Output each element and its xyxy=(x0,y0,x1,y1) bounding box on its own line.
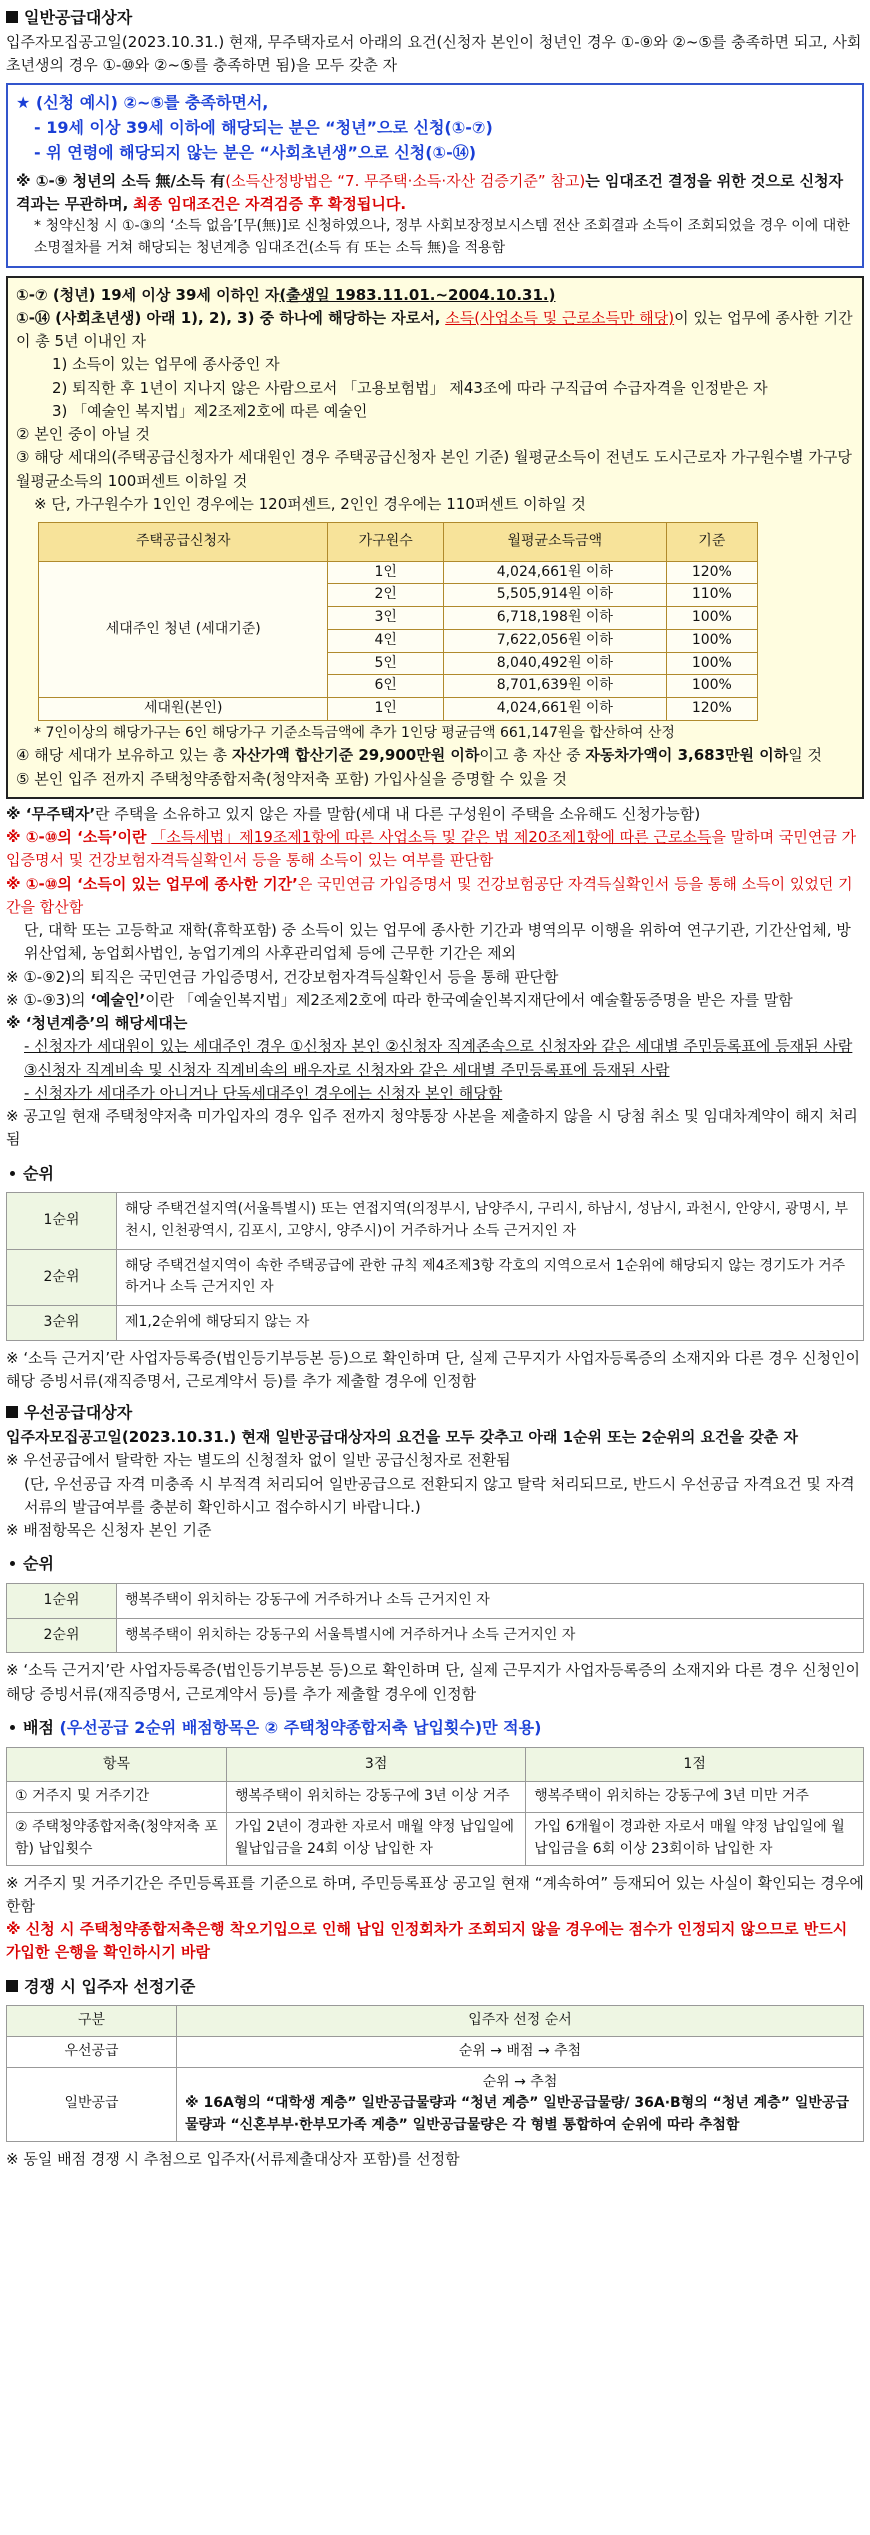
income-footnote: * 7인이상의 해당가구는 6인 해당가구 기준소득금액에 추가 1인당 평균금액 661,147원을 합산하여 산정 xyxy=(34,724,675,741)
score-th-1pt: 1점 xyxy=(526,1747,864,1782)
note-homeless-b: 란 주택을 소유하고 있지 않은 자를 말함(세대 내 다른 구성원이 주택을 소유해도 신청가능함) xyxy=(95,804,701,823)
note-youth-household-1: - 신청자가 세대원이 있는 세대주인 경우 ①신청자 본인 ②신청자 직계존속으로 신청자와 같은 세대별 주민등록표에 등재된 사람 ③신청자 직계비속 및 신청자 직계비속의 배우자로 신청자와 같은 세대별 주민등록표에 등재된 사람 xyxy=(24,1037,853,1079)
note-period xyxy=(6,873,864,920)
rank1-title-text: 순위 xyxy=(23,1163,54,1183)
bullet-dot-icon xyxy=(10,1725,15,1730)
req-newcomer-a: ①-⑭ (사회초년생) 아래 1), 2), 3) 중 하나에 해당하는 자로서, xyxy=(16,308,441,327)
selection-note: ※ 동일 배점 경쟁 시 추첨으로 입주자(서류제출대상자 포함)를 선정함 xyxy=(6,2149,460,2168)
note-homeless xyxy=(6,803,864,826)
income-th-standard: 기준 xyxy=(666,523,757,562)
sel-order-general-main: 순위 → 추첨 xyxy=(482,2073,558,2090)
note-period-b: 은 국민연금 가입증명서 및 건강보험공단 자격득실확인서 등을 통해 소득이 있었던 기간을 합산함 xyxy=(6,874,853,916)
table-row xyxy=(7,2006,864,2037)
income-th-applicant: 주택공급신청자 xyxy=(39,523,328,562)
table-row xyxy=(7,2036,864,2067)
rank2-title xyxy=(6,1552,864,1577)
income-cell: 100% xyxy=(666,607,757,630)
priority-note-1: ※ 우선공급에서 탈락한 자는 별도의 신청절차 없이 일반 공급신청자로 전환됨 xyxy=(6,1451,511,1470)
requirements-box xyxy=(6,276,864,799)
rank1-desc-2: 해당 주택건설지역이 속한 주택공급에 관한 규칙 제4조제3항 각호의 지역으로서 1순위에 해당되지 않는 경기도가 거주하거나 소득 근거지인 자 xyxy=(117,1249,864,1305)
income-cell: 1인 xyxy=(328,697,444,720)
table-row xyxy=(7,1782,864,1813)
note-artist-c: 이란 「예술인복지법」제2조제2호에 따라 한국예술인복지재단에서 예술활동증명을 받은 자를 말함 xyxy=(145,990,793,1009)
example-line-3: - 위 연령에 해당되지 않는 분은 “사회초년생”으로 신청(①-⑭) xyxy=(34,142,477,162)
note-period-a: ※ ①-⑩의 ‘소득이 있는 업무에 종사한 기간’ xyxy=(6,874,298,893)
score-note-1: ※ 거주지 및 거주기간은 주민등록표를 기준으로 하며, 주민등록표상 공고일 현재 “계속하여” 등재되어 있는 사실이 확인되는 경우에 한함 xyxy=(6,1873,864,1915)
income-th-household: 가구원수 xyxy=(328,523,444,562)
income-cell: 8,040,492원 이하 xyxy=(444,652,667,675)
sel-label-priority: 우선공급 xyxy=(7,2036,177,2067)
score-th-3pt: 3점 xyxy=(227,1747,526,1782)
income-group-member: 세대원(본인) xyxy=(39,697,328,720)
req-sub-1: 1) 소득이 있는 업무에 종사중인 자 xyxy=(52,355,280,374)
sel-th-category: 구분 xyxy=(7,2006,177,2037)
priority-note-3: ※ 배점항목은 신청자 본인 기준 xyxy=(6,1521,212,1540)
example-note-d: 최종 임대조건은 자격검증 후 확정됩니다. xyxy=(133,194,407,213)
req-3-note: ※ 단, 가구원수가 1인인 경우에는 120퍼센트, 2인인 경우에는 110퍼센트 이하일 것 xyxy=(34,494,586,513)
income-cell: 100% xyxy=(666,675,757,698)
score-item-1: ① 거주지 및 거주기간 xyxy=(7,1782,227,1813)
req-newcomer-b: 소득(사업소득 및 근로소득만 해당) xyxy=(445,308,675,327)
score-3pt-2: 가입 2년이 경과한 자로서 매월 약정 납입일에 월납입금을 24회 이상 납입한 자 xyxy=(227,1813,526,1865)
income-cell: 1인 xyxy=(328,561,444,584)
note-income-a: ※ ①-⑩의 ‘소득’이란 xyxy=(6,828,147,846)
rank2-desc-1: 행복주택이 위치하는 강동구에 거주하거나 소득 근거지인 자 xyxy=(117,1584,864,1619)
table-row xyxy=(7,1306,864,1341)
rank1-label-1: 1순위 xyxy=(7,1193,117,1249)
income-cell: 110% xyxy=(666,584,757,607)
bullet-dot-icon xyxy=(10,1171,15,1176)
income-th-income: 월평균소득금액 xyxy=(444,523,667,562)
income-table xyxy=(38,522,758,721)
note-income-c: 을 말하며 국민연금 가입증명서 및 건강보험자격득실확인서 등을 통해 소득이 있는 여부를 판단함 xyxy=(6,828,857,870)
req-5: ⑤ 본인 입주 전까지 주택청약종합저축(청약저축 포함) 가입사실을 증명할 수 있을 것 xyxy=(16,769,568,788)
table-row xyxy=(7,1747,864,1782)
note-subscription: ※ 공고일 현재 주택청약저축 미가입자의 경우 입주 전까지 청약통장 사본을 제출하지 않을 시 당첨 취소 및 임대차계약이 해지 처리됨 xyxy=(6,1107,858,1149)
income-cell: 5인 xyxy=(328,652,444,675)
rank2-label-2: 2순위 xyxy=(7,1618,117,1653)
req-4-d: 자동차가액이 3,683만원 이하 xyxy=(585,746,789,765)
req-4-b: 자산가액 합산기준 29,900만원 이하 xyxy=(231,746,480,765)
req-4-e: 일 것 xyxy=(788,746,822,765)
income-cell: 8,701,639원 이하 xyxy=(444,675,667,698)
rank1-desc-3: 제1,2순위에 해당되지 않는 자 xyxy=(117,1306,864,1341)
score-1pt-1: 행복주택이 위치하는 강동구에 3년 미만 거주 xyxy=(526,1782,864,1813)
note-retire: ※ ①-⑨2)의 퇴직은 국민연금 가입증명서, 건강보험자격득실확인서 등을 통해 판단함 xyxy=(6,967,559,986)
rank2-desc-2: 행복주택이 위치하는 강동구외 서울특별시에 거주하거나 소득 근거지인 자 xyxy=(117,1618,864,1653)
income-cell: 4인 xyxy=(328,629,444,652)
sel-th-order: 입주자 선정 순서 xyxy=(177,2006,864,2037)
example-note-c: 는 임대조건 결정을 위한 것으로 신청자격과는 무관하며, xyxy=(16,171,844,213)
score-table xyxy=(6,1747,864,1866)
score-th-item: 항목 xyxy=(7,1747,227,1782)
score-note-2: ※ 신청 시 주택청약종합저축은행 착오기입으로 인해 납입 인정회차가 조회되지 않을 경우에는 점수가 인정되지 않으므로 반드시 가입한 은행을 확인하시기 바람 xyxy=(6,1920,848,1962)
income-cell: 6,718,198원 이하 xyxy=(444,607,667,630)
example-note-b: (소득산정방법은 “7. 무주택·소득·자산 검증기준” 참고) xyxy=(225,171,586,190)
table-row xyxy=(39,561,758,584)
req-4-c: 이고 총 자산 중 xyxy=(479,746,581,765)
example-note xyxy=(16,170,854,217)
note-income xyxy=(6,826,864,873)
section-title-priority xyxy=(6,1401,864,1426)
priority-note-2: (단, 우선공급 자격 미충족 시 부적격 처리되어 일반공급으로 전환되지 않고 탈락 처리되므로, 반드시 우선공급 자격요건 및 자격서류의 발급여부를 충분히 확인하시고 접수하시기 바랍니다.) xyxy=(24,1474,855,1516)
score-title xyxy=(6,1716,864,1741)
rank2-note: ※ ‘소득 근거지’란 사업자등록증(법인등기부등본 등)으로 확인하며 단, 실제 근무지가 사업자등록증의 소재지와 다른 경우 신청인이 해당 증빙서류(재직증명서, 근로계약서 등)를 추가 제출할 경우에 인정함 xyxy=(6,1661,861,1703)
income-cell: 7,622,056원 이하 xyxy=(444,629,667,652)
sel-order-priority: 순위 → 배점 → 추첨 xyxy=(177,2036,864,2067)
score-1pt-2: 가입 6개월이 경과한 자로서 매월 약정 납입일에 월납입금을 6회 이상 23회이하 납입한 자 xyxy=(526,1813,864,1865)
score-3pt-1: 행복주택이 위치하는 강동구에 3년 이상 거주 xyxy=(227,1782,526,1813)
example-line-1: ★ (신청 예시) ②~⑤를 충족하면서, xyxy=(16,93,269,113)
square-bullet-icon xyxy=(6,1406,18,1418)
table-row xyxy=(39,697,758,720)
score-item-2: ② 주택청약종합저축(청약저축 포함) 납입횟수 xyxy=(7,1813,227,1865)
example-line-2: - 19세 이상 39세 이하에 해당되는 분은 “청년”으로 신청(①-⑦) xyxy=(34,118,493,138)
rank1-label-3: 3순위 xyxy=(7,1306,117,1341)
bullet-dot-icon xyxy=(10,1561,15,1566)
req-youth-a: ①-⑦ (청년) 19세 이상 39세 이하인 자 xyxy=(16,285,280,304)
income-cell: 100% xyxy=(666,652,757,675)
income-group-head: 세대주인 청년 (세대기준) xyxy=(39,561,328,697)
sel-order-general-note: ※ 16A형의 “대학생 계층” 일반공급물량과 “청년 계층” 일반공급물량/ 36A·B형의 “청년 계층” 일반공급물량과 “신혼부부·한부모가족 계층” 일반공급물량은 각 형별 통합하여 순위에 따라 추첨함 xyxy=(185,2095,849,2134)
table-row xyxy=(7,2067,864,2141)
rank2-title-text: 순위 xyxy=(23,1554,54,1574)
section-title-text: 일반공급대상자 xyxy=(24,8,133,27)
req-2: ② 본인 중이 아닐 것 xyxy=(16,425,150,444)
note-artist-b: ‘예술인’ xyxy=(90,990,146,1009)
sel-order-general xyxy=(177,2067,864,2141)
income-cell: 4,024,661원 이하 xyxy=(444,697,667,720)
rank1-label-2: 2순위 xyxy=(7,1249,117,1305)
example-note-a: ※ ①-⑨ 청년의 소득 無/소득 有 xyxy=(16,171,226,190)
section-title-text: 경쟁 시 입주자 선정기준 xyxy=(24,1976,196,1996)
req-3: ③ 해당 세대의(주택공급신청자가 세대원인 경우 주택공급신청자 본인 기준) 월평균소득이 전년도 도시근로자 가구원수별 가구당 월평균소득의 100퍼센트 이하일 것 xyxy=(16,448,852,490)
income-cell: 120% xyxy=(666,561,757,584)
selection-table xyxy=(6,2005,864,2141)
income-cell: 3인 xyxy=(328,607,444,630)
section-title-selection xyxy=(6,1975,864,2000)
req-newcomer-c: 이 있는 업무에 종사한 기간이 총 5년 이내인 자 xyxy=(16,308,853,351)
square-bullet-icon xyxy=(6,11,18,23)
table-row xyxy=(7,1813,864,1865)
square-bullet-icon xyxy=(6,1980,18,1992)
note-artist-a: ※ ①-⑨3)의 xyxy=(6,990,86,1009)
income-cell: 100% xyxy=(666,629,757,652)
req-sub-3: 3) 「예술인 복지법」제2조제2호에 따른 예술인 xyxy=(52,401,368,420)
req-youth-b: (출생일 1983.11.01.~2004.10.31.) xyxy=(279,285,556,304)
rank2-table xyxy=(6,1583,864,1653)
req-sub-2: 2) 퇴직한 후 1년이 지나지 않은 사람으로서 「고용보험법」 제43조에 따라 구직급여 수급자격을 인정받은 자 xyxy=(52,378,768,397)
req-4 xyxy=(16,744,854,767)
note-homeless-a: ※ ‘무주택자’ xyxy=(6,804,96,823)
score-title-text: 배점 xyxy=(23,1717,54,1737)
income-cell: 120% xyxy=(666,697,757,720)
rank1-title xyxy=(6,1162,864,1187)
score-subtitle: (우선공급 2순위 배점항목은 ② 주택청약종합저축 납입횟수)만 적용) xyxy=(59,1717,542,1737)
income-cell: 4,024,661원 이하 xyxy=(444,561,667,584)
note-youth-household: ※ ‘청년계층’의 해당세대는 xyxy=(6,1014,188,1032)
req-youth xyxy=(16,284,854,307)
rank2-label-1: 1순위 xyxy=(7,1584,117,1619)
income-cell: 2인 xyxy=(328,584,444,607)
rank1-note: ※ ‘소득 근거지’란 사업자등록증(법인등기부등본 등)으로 확인하며 단, 실제 근무지가 사업자등록증의 소재지와 다른 경우 신청인이 해당 증빙서류(재직증명서, 근로계약서 등)를 추가 제출할 경우에 인정함 xyxy=(6,1348,861,1390)
table-row xyxy=(7,1584,864,1619)
table-row xyxy=(7,1249,864,1305)
note-artist xyxy=(6,989,864,1012)
section-title-text: 우선공급대상자 xyxy=(24,1403,133,1423)
req-4-a: ④ 해당 세대가 보유하고 있는 총 xyxy=(16,746,228,765)
rank1-table xyxy=(6,1192,864,1340)
general-intro: 입주자모집공고일(2023.10.31.) 현재, 무주택자로서 아래의 요건(신청자 본인이 청년인 경우 ①-⑨와 ②~⑤를 충족하면 되고, 사회초년생의 경우 ①-⑩와 ②~⑤를 충족하면 됨)을 모두 갖춘 자 xyxy=(6,32,862,75)
example-box xyxy=(6,83,864,267)
example-footnote: * 청약신청 시 ①-③의 ‘소득 없음’[무(無)]로 신청하였으나, 정부 사회보장정보시스템 전산 조회결과 소득이 조회되었을 경우 이에 대한 소명절차를 거쳐 해당되는 청년계층 임대조건(소득 有 또는 소득 無)을 적용함 xyxy=(34,218,850,256)
req-newcomer xyxy=(16,307,854,354)
section-title-general xyxy=(6,6,864,31)
rank1-desc-1: 해당 주택건설지역(서울특별시) 또는 연접지역(의정부시, 남양주시, 구리시, 하남시, 성남시, 과천시, 안양시, 광명시, 부천시, 인천광역시, 김포시, 고양시, 양주시)이 거주하거나 소득 근거지인 자 xyxy=(117,1193,864,1249)
income-cell: 6인 xyxy=(328,675,444,698)
table-row xyxy=(7,1618,864,1653)
note-period-exclusion: 단, 대학 또는 고등학교 재학(휴학포함) 중 소득이 있는 업무에 종사한 기간과 병역의무 이행을 위하여 연구기관, 기간산업체, 방위산업체, 농업회사법인, 농업기계의 사후관리업체 등에 근무한 기간은 제외 xyxy=(24,921,851,963)
table-row xyxy=(7,1193,864,1249)
sel-label-general: 일반공급 xyxy=(7,2067,177,2141)
note-youth-household-2: - 신청자가 세대주가 아니거나 단독세대주인 경우에는 신청자 본인 해당함 xyxy=(24,1083,503,1102)
priority-intro: 입주자모집공고일(2023.10.31.) 현재 일반공급대상자의 요건을 모두 갖추고 아래 1순위 또는 2순위의 요건을 갖춘 자 xyxy=(6,1428,798,1447)
note-income-b: 「소득세법」제19조제1항에 따른 사업소득 및 같은 법 제20조제1항에 따른 근로소득 xyxy=(151,828,712,846)
income-cell: 5,505,914원 이하 xyxy=(444,584,667,607)
